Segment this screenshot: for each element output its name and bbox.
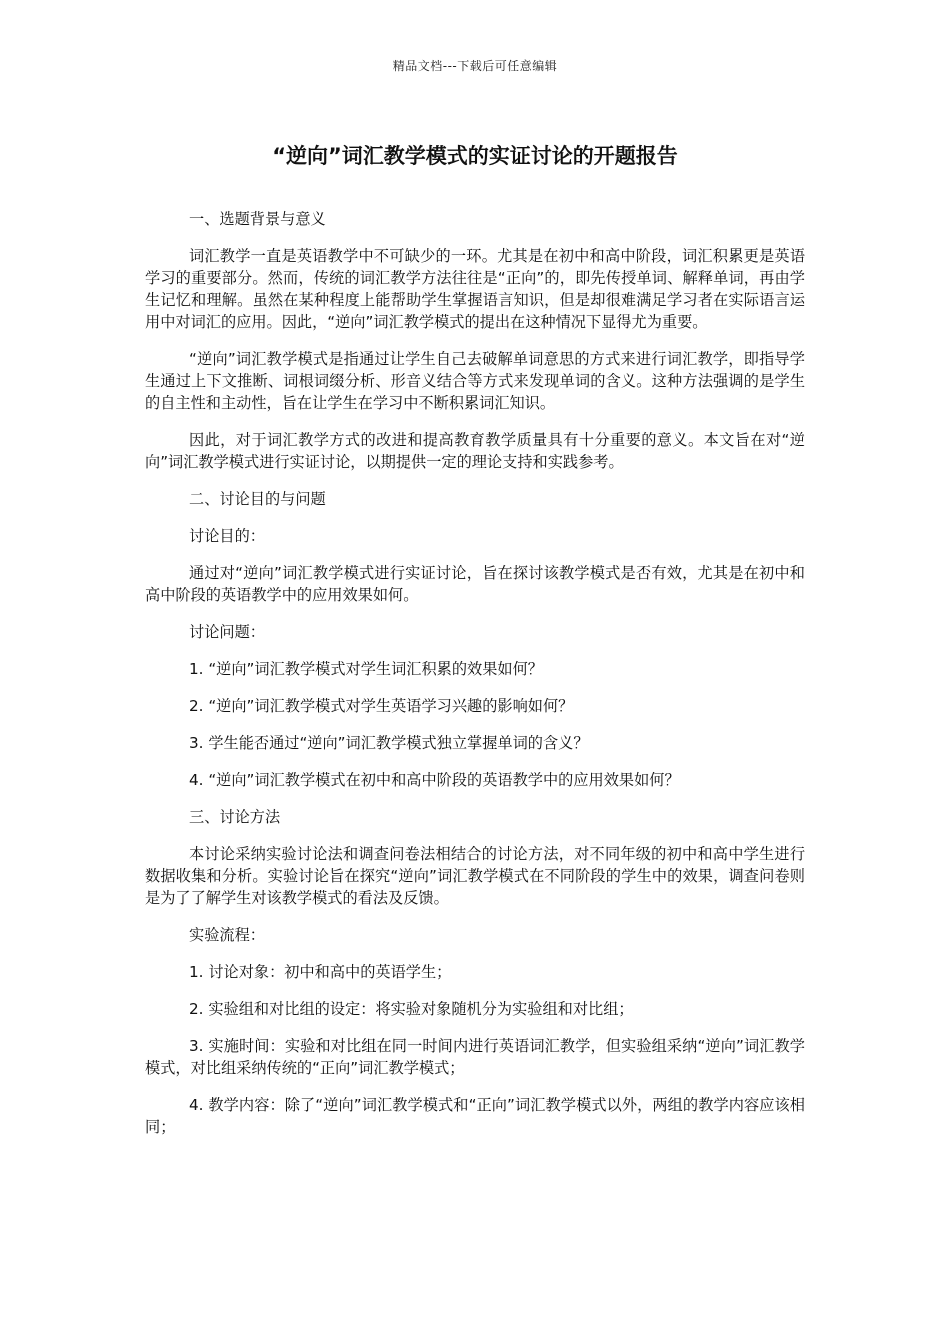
- subheading-procedure: 实验流程：: [189, 926, 265, 944]
- body-paragraph: 通过对“逆向”词汇教学模式进行实证讨论，旨在探讨该教学模式是否有效，尤其是在初中和高中阶段的英语教学中的应用效果如何。: [145, 564, 805, 604]
- procedure-item: 2. 实验组和对比组的设定：将实验对象随机分为实验组和对比组；: [189, 1000, 634, 1018]
- section-heading-background: 一、选题背景与意义: [189, 210, 326, 228]
- body-paragraph: 本讨论采纳实验讨论法和调查问卷法相结合的讨论方法，对不同年级的初中和高中学生进行数据收集和分析。实验讨论旨在探究“逆向”词汇教学模式在不同阶段的学生中的效果，调查问卷则是为了了解学生对该教学模式的看法及反馈。: [145, 845, 805, 907]
- procedure-item: 3. 实施时间：实验和对比组在同一时间内进行英语词汇教学，但实验组采纳“逆向”词汇教学模式，对比组采纳传统的“正向”词汇教学模式；: [145, 1037, 805, 1077]
- body-paragraph: 因此，对于词汇教学方式的改进和提高教育教学质量具有十分重要的意义。本文旨在对“逆向”词汇教学模式进行实证讨论，以期提供一定的理论支持和实践参考。: [145, 431, 805, 471]
- document-body: [145, 208, 805, 1153]
- subheading-questions: 讨论问题：: [189, 623, 265, 641]
- question-item: 4. “逆向”词汇教学模式在初中和高中阶段的英语教学中的应用效果如何？: [189, 771, 680, 789]
- section-heading-method: 三、讨论方法: [189, 808, 281, 826]
- document-title: “逆向”词汇教学模式的实证讨论的开题报告: [272, 144, 678, 168]
- body-paragraph: 词汇教学一直是英语教学中不可缺少的一环。尤其是在初中和高中阶段，词汇积累更是英语学习的重要部分。然而，传统的词汇教学方法往往是“正向”的，即先传授单词、解释单词，再由学生记忆和理解。虽然在某种程度上能帮助学生掌握语言知识，但是却很难满足学习者在实际语言运用中对词汇的应用。因此，“逆向”词汇教学模式的提出在这种情况下显得尤为重要。: [145, 247, 805, 331]
- section-heading-purpose: 二、讨论目的与问题: [189, 490, 326, 508]
- question-item: 2. “逆向”词汇教学模式对学生英语学习兴趣的影响如何？: [189, 697, 574, 715]
- procedure-item: 1. 讨论对象：初中和高中的英语学生；: [189, 963, 452, 981]
- question-item: 1. “逆向”词汇教学模式对学生词汇积累的效果如何？: [189, 660, 543, 678]
- subheading-purpose: 讨论目的：: [189, 527, 265, 545]
- procedure-item: 4. 教学内容：除了“逆向”词汇教学模式和“正向”词汇教学模式以外，两组的教学内容应该相同；: [145, 1096, 805, 1136]
- question-item: 3. 学生能否通过“逆向”词汇教学模式独立掌握单词的含义？: [189, 734, 589, 752]
- body-paragraph: “逆向”词汇教学模式是指通过让学生自己去破解单词意思的方式来进行词汇教学，即指导学生通过上下文推断、词根词缀分析、形音义结合等方式来发现单词的含义。这种方法强调的是学生的自主性和主动性，旨在让学生在学习中不断积累词汇知识。: [145, 350, 805, 412]
- page-header: 精品文档---下载后可任意编辑: [392, 59, 558, 73]
